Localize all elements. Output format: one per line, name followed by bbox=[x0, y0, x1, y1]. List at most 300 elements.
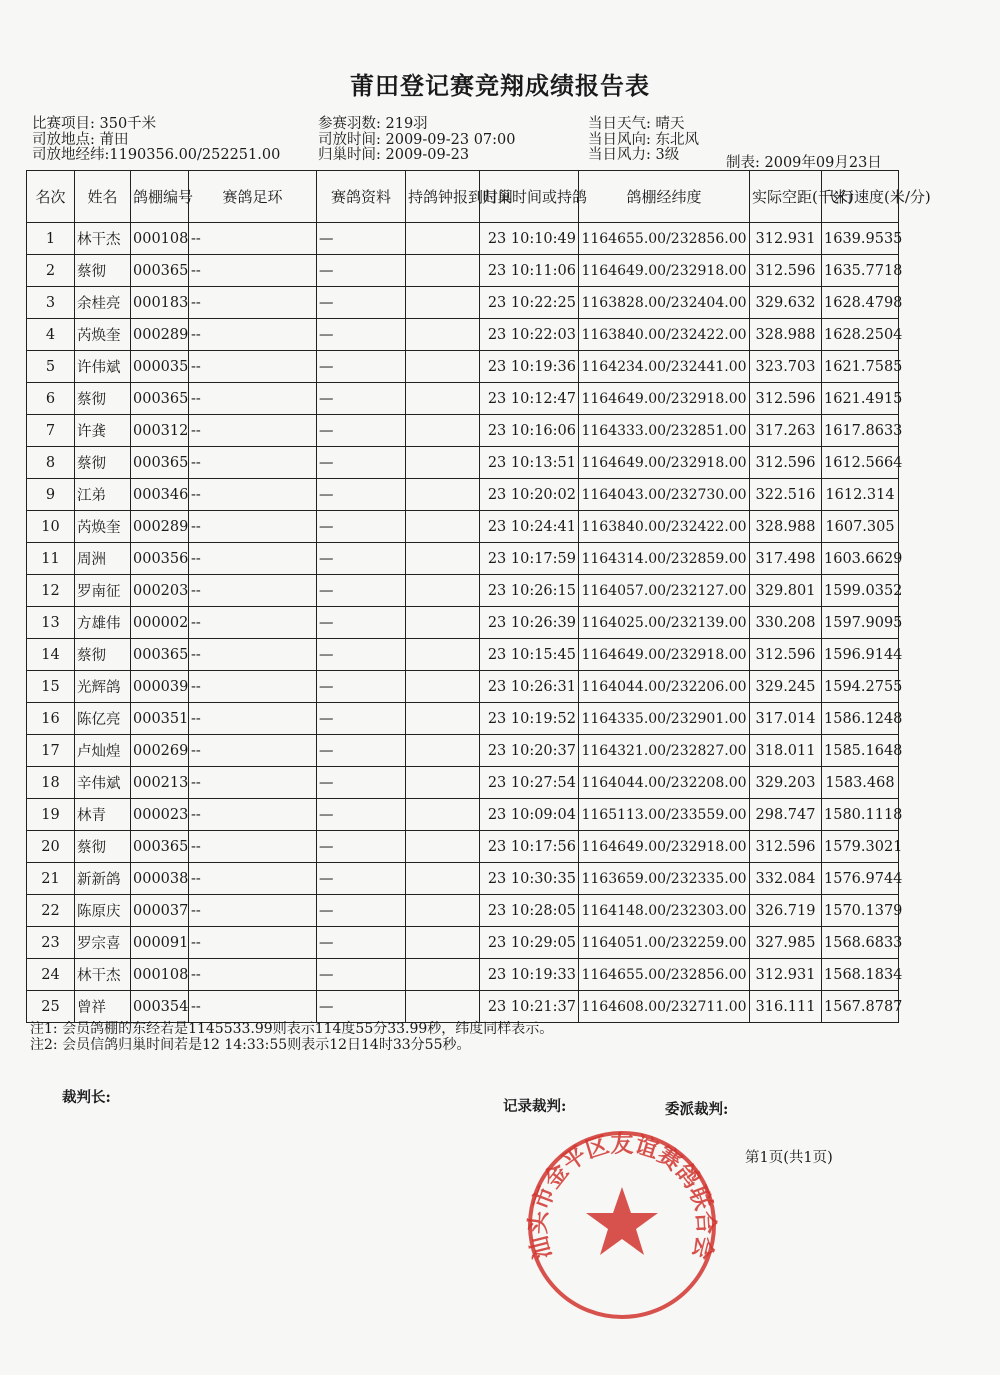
cell-coords: 1164314.00/232859.00 bbox=[579, 543, 750, 575]
cell-name: 陈亿亮 bbox=[75, 703, 131, 735]
cell-speed: 1594.2755 bbox=[822, 671, 899, 703]
cell-rank: 23 bbox=[27, 927, 75, 959]
cell-info: — bbox=[317, 831, 406, 863]
cell-arrive: 23 10:19:52 bbox=[480, 703, 579, 735]
cell-loft: 000365 bbox=[131, 831, 189, 863]
wind-force: 当日风力: 3级 bbox=[588, 147, 680, 163]
cell-arrive: 23 10:29:05 bbox=[480, 927, 579, 959]
cell-distance: 312.931 bbox=[750, 959, 822, 991]
cell-clock bbox=[406, 287, 480, 319]
table-row bbox=[27, 767, 899, 799]
col-name: 姓名 bbox=[75, 171, 131, 223]
cell-speed: 1567.8787 bbox=[822, 991, 899, 1023]
cell-name: 许伟斌 bbox=[75, 351, 131, 383]
cell-ring: -- bbox=[189, 223, 317, 255]
cell-distance: 328.988 bbox=[750, 319, 822, 351]
cell-clock bbox=[406, 895, 480, 927]
cell-distance: 318.011 bbox=[750, 735, 822, 767]
cell-ring: -- bbox=[189, 511, 317, 543]
cell-speed: 1603.6629 bbox=[822, 543, 899, 575]
cell-rank: 14 bbox=[27, 639, 75, 671]
cell-clock bbox=[406, 959, 480, 991]
table-row bbox=[27, 991, 899, 1023]
cell-loft: 000365 bbox=[131, 383, 189, 415]
cell-speed: 1568.1834 bbox=[822, 959, 899, 991]
cell-arrive: 23 10:21:37 bbox=[480, 991, 579, 1023]
cell-name: 罗南征 bbox=[75, 575, 131, 607]
col-coords: 鸽棚经纬度 bbox=[579, 171, 750, 223]
cell-clock bbox=[406, 639, 480, 671]
cell-name: 蔡彻 bbox=[75, 639, 131, 671]
cell-loft: 000289 bbox=[131, 511, 189, 543]
col-arrive: 归巢时间或持鸽 bbox=[480, 171, 579, 223]
col-distance: 实际空距(千米) bbox=[750, 171, 822, 223]
cell-arrive: 23 10:17:56 bbox=[480, 831, 579, 863]
cell-coords: 1164608.00/232711.00 bbox=[579, 991, 750, 1023]
cell-coords: 1165113.00/233559.00 bbox=[579, 799, 750, 831]
cell-loft: 000023 bbox=[131, 799, 189, 831]
cell-speed: 1585.1648 bbox=[822, 735, 899, 767]
cell-name: 曾祥 bbox=[75, 991, 131, 1023]
cell-info: — bbox=[317, 575, 406, 607]
cell-info: — bbox=[317, 287, 406, 319]
cell-distance: 317.263 bbox=[750, 415, 822, 447]
cell-info: — bbox=[317, 799, 406, 831]
cell-arrive: 23 10:26:39 bbox=[480, 607, 579, 639]
cell-coords: 1164321.00/232827.00 bbox=[579, 735, 750, 767]
cell-speed: 1586.1248 bbox=[822, 703, 899, 735]
cell-name: 陈原庆 bbox=[75, 895, 131, 927]
cell-ring: -- bbox=[189, 543, 317, 575]
cell-speed: 1596.9144 bbox=[822, 639, 899, 671]
cell-coords: 1164025.00/232139.00 bbox=[579, 607, 750, 639]
cell-info: — bbox=[317, 511, 406, 543]
cell-arrive: 23 10:30:35 bbox=[480, 863, 579, 895]
cell-coords: 1164044.00/232208.00 bbox=[579, 767, 750, 799]
wind-direction: 当日风向: 东北风 bbox=[588, 131, 699, 148]
cell-rank: 19 bbox=[27, 799, 75, 831]
cell-distance: 317.498 bbox=[750, 543, 822, 575]
table-row bbox=[27, 639, 899, 671]
col-info: 赛鸽资料 bbox=[317, 171, 406, 223]
cell-distance: 312.596 bbox=[750, 831, 822, 863]
table-row bbox=[27, 831, 899, 863]
cell-info: — bbox=[317, 735, 406, 767]
cell-clock bbox=[406, 991, 480, 1023]
cell-rank: 5 bbox=[27, 351, 75, 383]
cell-rank: 10 bbox=[27, 511, 75, 543]
cell-coords: 1164649.00/232918.00 bbox=[579, 831, 750, 863]
cell-rank: 4 bbox=[27, 319, 75, 351]
cell-info: — bbox=[317, 255, 406, 287]
table-row bbox=[27, 319, 899, 351]
cell-coords: 1163840.00/232422.00 bbox=[579, 319, 750, 351]
cell-loft: 000365 bbox=[131, 447, 189, 479]
table-row bbox=[27, 223, 899, 255]
header-row bbox=[27, 171, 899, 223]
cell-rank: 22 bbox=[27, 895, 75, 927]
cell-name: 方雄伟 bbox=[75, 607, 131, 639]
cell-ring: -- bbox=[189, 767, 317, 799]
cell-arrive: 23 10:16:06 bbox=[480, 415, 579, 447]
table-row bbox=[27, 479, 899, 511]
cell-clock bbox=[406, 927, 480, 959]
cell-name: 卢灿煌 bbox=[75, 735, 131, 767]
cell-clock bbox=[406, 383, 480, 415]
results-table bbox=[26, 170, 931, 1023]
cell-ring: -- bbox=[189, 255, 317, 287]
cell-coords: 1164051.00/232259.00 bbox=[579, 927, 750, 959]
cell-coords: 1164044.00/232206.00 bbox=[579, 671, 750, 703]
cell-loft: 000346 bbox=[131, 479, 189, 511]
cell-name: 林青 bbox=[75, 799, 131, 831]
race-item: 比赛项目: 350千米 bbox=[32, 116, 157, 132]
cell-ring: -- bbox=[189, 831, 317, 863]
cell-info: — bbox=[317, 703, 406, 735]
cell-coords: 1164655.00/232856.00 bbox=[579, 223, 750, 255]
cell-rank: 6 bbox=[27, 383, 75, 415]
cell-clock bbox=[406, 831, 480, 863]
cell-coords: 1163659.00/232335.00 bbox=[579, 863, 750, 895]
cell-loft: 000365 bbox=[131, 639, 189, 671]
table-row bbox=[27, 703, 899, 735]
cell-ring: -- bbox=[189, 479, 317, 511]
note-2: 注2: 会员信鸽归巢时间若是12 14:33:55则表示12日14时33分55秒。 bbox=[30, 1037, 471, 1053]
cell-distance: 312.931 bbox=[750, 223, 822, 255]
cell-distance: 322.516 bbox=[750, 479, 822, 511]
cell-rank: 18 bbox=[27, 767, 75, 799]
cell-name: 芮焕奎 bbox=[75, 319, 131, 351]
cell-distance: 298.747 bbox=[750, 799, 822, 831]
cell-distance: 329.245 bbox=[750, 671, 822, 703]
cell-clock bbox=[406, 511, 480, 543]
cell-ring: -- bbox=[189, 799, 317, 831]
cell-name: 林干杰 bbox=[75, 959, 131, 991]
cell-distance: 312.596 bbox=[750, 383, 822, 415]
cell-arrive: 23 10:20:37 bbox=[480, 735, 579, 767]
cell-ring: -- bbox=[189, 607, 317, 639]
cell-clock bbox=[406, 543, 480, 575]
appointed-judge-label: 委派裁判: bbox=[665, 1101, 729, 1118]
cell-rank: 12 bbox=[27, 575, 75, 607]
table-row bbox=[27, 511, 899, 543]
cell-arrive: 23 10:24:41 bbox=[480, 511, 579, 543]
cell-distance: 323.703 bbox=[750, 351, 822, 383]
cell-info: — bbox=[317, 607, 406, 639]
cell-clock bbox=[406, 607, 480, 639]
cell-speed: 1639.9535 bbox=[822, 223, 899, 255]
cell-arrive: 23 10:09:04 bbox=[480, 799, 579, 831]
cell-clock bbox=[406, 575, 480, 607]
cell-arrive: 23 10:15:45 bbox=[480, 639, 579, 671]
cell-distance: 329.632 bbox=[750, 287, 822, 319]
cell-ring: -- bbox=[189, 575, 317, 607]
cell-coords: 1163828.00/232404.00 bbox=[579, 287, 750, 319]
cell-name: 光辉鸽 bbox=[75, 671, 131, 703]
cell-ring: -- bbox=[189, 383, 317, 415]
cell-loft: 000035 bbox=[131, 351, 189, 383]
cell-rank: 3 bbox=[27, 287, 75, 319]
cell-coords: 1164649.00/232918.00 bbox=[579, 255, 750, 287]
table-row bbox=[27, 959, 899, 991]
cell-speed: 1576.9744 bbox=[822, 863, 899, 895]
cell-rank: 8 bbox=[27, 447, 75, 479]
cell-clock bbox=[406, 223, 480, 255]
table-row bbox=[27, 575, 899, 607]
cell-distance: 328.988 bbox=[750, 511, 822, 543]
cell-loft: 000203 bbox=[131, 575, 189, 607]
cell-speed: 1599.0352 bbox=[822, 575, 899, 607]
cell-clock bbox=[406, 799, 480, 831]
cell-coords: 1164043.00/232730.00 bbox=[579, 479, 750, 511]
col-loft: 鸽棚编号 bbox=[131, 171, 189, 223]
table-row bbox=[27, 543, 899, 575]
cell-rank: 9 bbox=[27, 479, 75, 511]
table-row bbox=[27, 447, 899, 479]
cell-speed: 1617.8633 bbox=[822, 415, 899, 447]
cell-clock bbox=[406, 735, 480, 767]
cell-name: 许龚 bbox=[75, 415, 131, 447]
cell-name: 林干杰 bbox=[75, 223, 131, 255]
cell-info: — bbox=[317, 447, 406, 479]
cell-loft: 000356 bbox=[131, 543, 189, 575]
cell-ring: -- bbox=[189, 319, 317, 351]
meta-middle bbox=[318, 117, 516, 164]
cell-name: 周洲 bbox=[75, 543, 131, 575]
cell-speed: 1579.3021 bbox=[822, 831, 899, 863]
cell-distance: 312.596 bbox=[750, 447, 822, 479]
cell-loft: 000108 bbox=[131, 223, 189, 255]
cell-ring: -- bbox=[189, 415, 317, 447]
cell-rank: 13 bbox=[27, 607, 75, 639]
cell-arrive: 23 10:12:47 bbox=[480, 383, 579, 415]
cell-loft: 000002 bbox=[131, 607, 189, 639]
cell-info: — bbox=[317, 863, 406, 895]
col-speed: 飞行速度(米/分) bbox=[822, 171, 899, 223]
cell-info: — bbox=[317, 927, 406, 959]
cell-speed: 1607.305 bbox=[822, 511, 899, 543]
cell-speed: 1580.1118 bbox=[822, 799, 899, 831]
cell-info: — bbox=[317, 639, 406, 671]
cell-coords: 1164649.00/232918.00 bbox=[579, 383, 750, 415]
table-row bbox=[27, 287, 899, 319]
table-row bbox=[27, 799, 899, 831]
cell-rank: 20 bbox=[27, 831, 75, 863]
cell-arrive: 23 10:10:49 bbox=[480, 223, 579, 255]
cell-rank: 21 bbox=[27, 863, 75, 895]
cell-name: 罗宗喜 bbox=[75, 927, 131, 959]
cell-loft: 000038 bbox=[131, 863, 189, 895]
cell-speed: 1628.4798 bbox=[822, 287, 899, 319]
cell-ring: -- bbox=[189, 703, 317, 735]
recorder-judge-label: 记录裁判: bbox=[503, 1098, 567, 1115]
cell-speed: 1570.1379 bbox=[822, 895, 899, 927]
cell-loft: 000213 bbox=[131, 767, 189, 799]
cell-name: 新新鸽 bbox=[75, 863, 131, 895]
cell-coords: 1164649.00/232918.00 bbox=[579, 447, 750, 479]
table-row bbox=[27, 255, 899, 287]
cell-info: — bbox=[317, 895, 406, 927]
cell-distance: 317.014 bbox=[750, 703, 822, 735]
cell-ring: -- bbox=[189, 927, 317, 959]
cell-coords: 1163840.00/232422.00 bbox=[579, 511, 750, 543]
cell-clock bbox=[406, 479, 480, 511]
cell-distance: 329.203 bbox=[750, 767, 822, 799]
table-row bbox=[27, 383, 899, 415]
cell-name: 蔡彻 bbox=[75, 255, 131, 287]
cell-arrive: 23 10:19:36 bbox=[480, 351, 579, 383]
cell-rank: 17 bbox=[27, 735, 75, 767]
notes bbox=[30, 1021, 553, 1053]
cell-loft: 000037 bbox=[131, 895, 189, 927]
cell-ring: -- bbox=[189, 671, 317, 703]
cell-info: — bbox=[317, 479, 406, 511]
cell-rank: 25 bbox=[27, 991, 75, 1023]
cell-clock bbox=[406, 863, 480, 895]
cell-name: 余桂亮 bbox=[75, 287, 131, 319]
col-ring: 赛鸽足环 bbox=[189, 171, 317, 223]
cell-loft: 000269 bbox=[131, 735, 189, 767]
cell-ring: -- bbox=[189, 991, 317, 1023]
cell-distance: 316.111 bbox=[750, 991, 822, 1023]
release-coords: 司放地经纬:1190356.00/252251.00 bbox=[32, 147, 281, 163]
cell-loft: 000039 bbox=[131, 671, 189, 703]
weather: 当日天气: 晴天 bbox=[588, 116, 685, 132]
cell-info: — bbox=[317, 319, 406, 351]
cell-loft: 000183 bbox=[131, 287, 189, 319]
cell-arrive: 23 10:22:03 bbox=[480, 319, 579, 351]
cell-arrive: 23 10:19:33 bbox=[480, 959, 579, 991]
table-row bbox=[27, 895, 899, 927]
cell-arrive: 23 10:27:54 bbox=[480, 767, 579, 799]
cell-coords: 1164333.00/232851.00 bbox=[579, 415, 750, 447]
cell-loft: 000351 bbox=[131, 703, 189, 735]
cell-speed: 1597.9095 bbox=[822, 607, 899, 639]
table-row bbox=[27, 607, 899, 639]
cell-ring: -- bbox=[189, 959, 317, 991]
cell-speed: 1568.6833 bbox=[822, 927, 899, 959]
report-title: 莆田登记赛竞翔成绩报告表 bbox=[350, 71, 650, 100]
cell-speed: 1612.5664 bbox=[822, 447, 899, 479]
entry-count: 参赛羽数: 219羽 bbox=[318, 116, 428, 132]
table-row bbox=[27, 671, 899, 703]
cell-arrive: 23 10:20:02 bbox=[480, 479, 579, 511]
cell-speed: 1621.4915 bbox=[822, 383, 899, 415]
cell-rank: 16 bbox=[27, 703, 75, 735]
cell-rank: 11 bbox=[27, 543, 75, 575]
cell-ring: -- bbox=[189, 735, 317, 767]
cell-clock bbox=[406, 351, 480, 383]
cell-arrive: 23 10:11:06 bbox=[480, 255, 579, 287]
cell-info: — bbox=[317, 383, 406, 415]
return-time: 归巢时间: 2009-09-23 bbox=[318, 147, 470, 163]
cell-ring: -- bbox=[189, 447, 317, 479]
cell-rank: 7 bbox=[27, 415, 75, 447]
cell-distance: 312.596 bbox=[750, 639, 822, 671]
cell-arrive: 23 10:26:15 bbox=[480, 575, 579, 607]
table-row bbox=[27, 735, 899, 767]
cell-name: 蔡彻 bbox=[75, 831, 131, 863]
cell-ring: -- bbox=[189, 351, 317, 383]
chief-judge-label: 裁判长: bbox=[62, 1089, 111, 1106]
cell-name: 蔡彻 bbox=[75, 447, 131, 479]
cell-ring: -- bbox=[189, 287, 317, 319]
cell-distance: 327.985 bbox=[750, 927, 822, 959]
note-1: 注1: 会员鸽棚的东经若是1145533.99则表示114度55分33.99秒，纬度同样表示。 bbox=[30, 1021, 554, 1037]
cell-distance: 312.596 bbox=[750, 255, 822, 287]
cell-loft: 000091 bbox=[131, 927, 189, 959]
cell-distance: 330.208 bbox=[750, 607, 822, 639]
cell-loft: 000365 bbox=[131, 255, 189, 287]
cell-ring: -- bbox=[189, 895, 317, 927]
cell-clock bbox=[406, 447, 480, 479]
cell-coords: 1164649.00/232918.00 bbox=[579, 639, 750, 671]
cell-name: 蔡彻 bbox=[75, 383, 131, 415]
cell-speed: 1635.7718 bbox=[822, 255, 899, 287]
table-row bbox=[27, 863, 899, 895]
cell-speed: 1583.468 bbox=[822, 767, 899, 799]
cell-name: 芮焕奎 bbox=[75, 511, 131, 543]
cell-info: — bbox=[317, 767, 406, 799]
cell-speed: 1621.7585 bbox=[822, 351, 899, 383]
col-rank: 名次 bbox=[27, 171, 75, 223]
cell-loft: 000312 bbox=[131, 415, 189, 447]
cell-coords: 1164335.00/232901.00 bbox=[579, 703, 750, 735]
table-row bbox=[27, 927, 899, 959]
meta-right bbox=[588, 117, 699, 164]
table-row bbox=[27, 415, 899, 447]
cell-clock bbox=[406, 415, 480, 447]
cell-speed: 1628.2504 bbox=[822, 319, 899, 351]
meta-left bbox=[32, 117, 280, 164]
release-time: 司放时间: 2009-09-23 07:00 bbox=[318, 131, 516, 148]
cell-clock bbox=[406, 255, 480, 287]
release-place: 司放地点: 莆田 bbox=[32, 131, 129, 148]
cell-ring: -- bbox=[189, 639, 317, 671]
cell-clock bbox=[406, 671, 480, 703]
cell-ring: -- bbox=[189, 863, 317, 895]
cell-info: — bbox=[317, 223, 406, 255]
page-number: 第1页(共1页) bbox=[745, 1150, 833, 1166]
cell-speed: 1612.314 bbox=[822, 479, 899, 511]
cell-clock bbox=[406, 319, 480, 351]
table-row bbox=[27, 351, 899, 383]
cell-loft: 000289 bbox=[131, 319, 189, 351]
made-date: 制表: 2009年09月23日 bbox=[726, 155, 882, 171]
cell-info: — bbox=[317, 351, 406, 383]
cell-distance: 332.084 bbox=[750, 863, 822, 895]
cell-rank: 15 bbox=[27, 671, 75, 703]
cell-arrive: 23 10:22:25 bbox=[480, 287, 579, 319]
cell-rank: 24 bbox=[27, 959, 75, 991]
cell-arrive: 23 10:28:05 bbox=[480, 895, 579, 927]
cell-info: — bbox=[317, 959, 406, 991]
cell-loft: 000108 bbox=[131, 959, 189, 991]
cell-loft: 000354 bbox=[131, 991, 189, 1023]
cell-arrive: 23 10:13:51 bbox=[480, 447, 579, 479]
cell-coords: 1164057.00/232127.00 bbox=[579, 575, 750, 607]
cell-distance: 329.801 bbox=[750, 575, 822, 607]
official-seal bbox=[522, 1125, 722, 1325]
cell-name: 辛伟斌 bbox=[75, 767, 131, 799]
cell-clock bbox=[406, 767, 480, 799]
cell-clock bbox=[406, 703, 480, 735]
cell-arrive: 23 10:17:59 bbox=[480, 543, 579, 575]
cell-coords: 1164655.00/232856.00 bbox=[579, 959, 750, 991]
cell-name: 江弟 bbox=[75, 479, 131, 511]
cell-info: — bbox=[317, 543, 406, 575]
cell-info: — bbox=[317, 415, 406, 447]
